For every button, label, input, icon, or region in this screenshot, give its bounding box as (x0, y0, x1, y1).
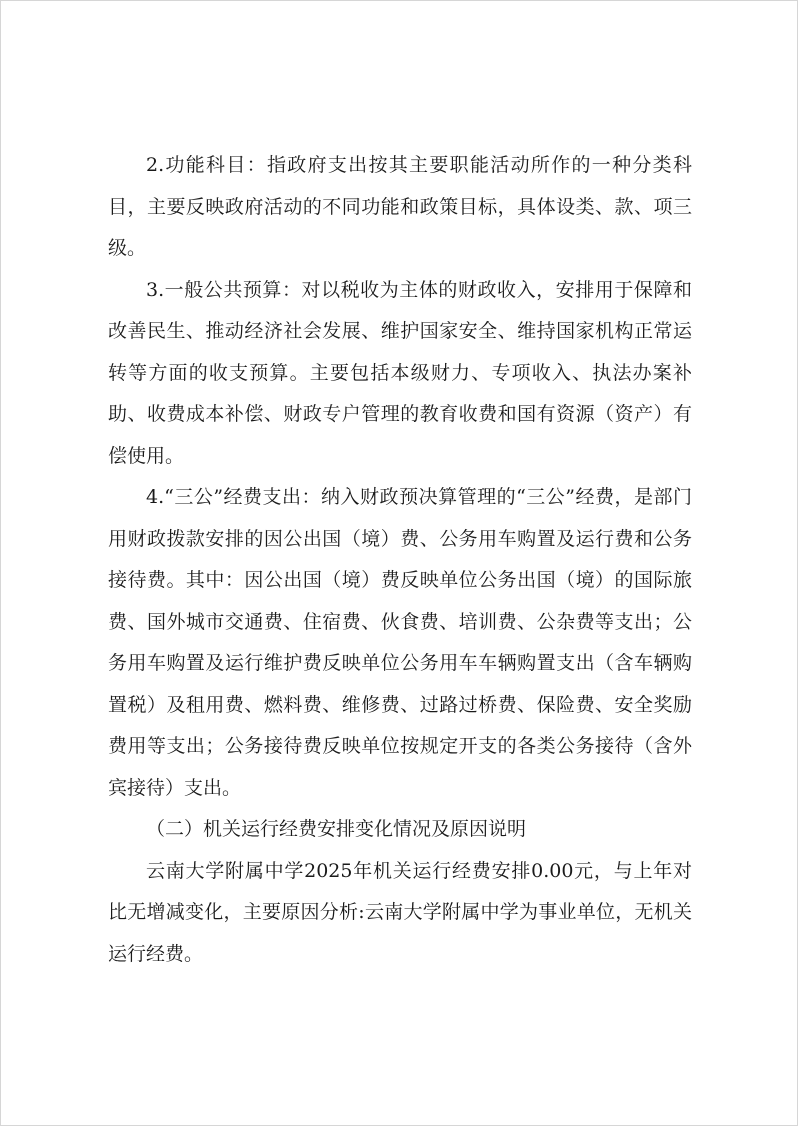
operating-expense-explanation: 云南大学附属中学2025年机关运行经费安排0.00元，与上年对比无增减变化，主要原因分析:云南大学附属中学为事业单位，无机关运行经费。 (108, 859, 692, 965)
document-body (108, 145, 692, 975)
definition-functional-subject: 2.功能科目：指政府支出按其主要职能活动所作的一种分类科目，主要反映政府活动的不同功能和政策目标，具体设类、款、项三级。 (108, 154, 692, 259)
definition-general-public-budget: 3.一般公共预算：对以税收为主体的财政收入，安排用于保障和改善民生、推动经济社会发展、维护国家安全、维持国家机构正常运转等方面的收支预算。主要包括本级财力、专项收入、执法办案补助、收费成本补偿、财政专户管理的教育收费和国有资源（资产）有偿使用。 (108, 278, 692, 467)
definition-three-public-expenses: 4.“三公”经费支出：纳入财政预决算管理的“三公”经费，是部门用财政拨款安排的因公出国（境）费、公务用车购置及运行费和公务接待费。其中：因公出国（境）费反映单位公务出国（境）的国际旅费、国外城市交通费、住宿费、伙食费、培训费、公杂费等支出；公务用车购置及运行维护费反映单位公务用车车辆购置支出（含车辆购置税）及租用费、燃料费、维修费、过路过桥费、保险费、安全奖励费用等支出；公务接待费反映单位按规定开支的各类公务接待（含外宾接待）支出。 (108, 486, 692, 799)
section-heading: （二）机关运行经费安排变化情况及原因说明 (146, 818, 527, 840)
